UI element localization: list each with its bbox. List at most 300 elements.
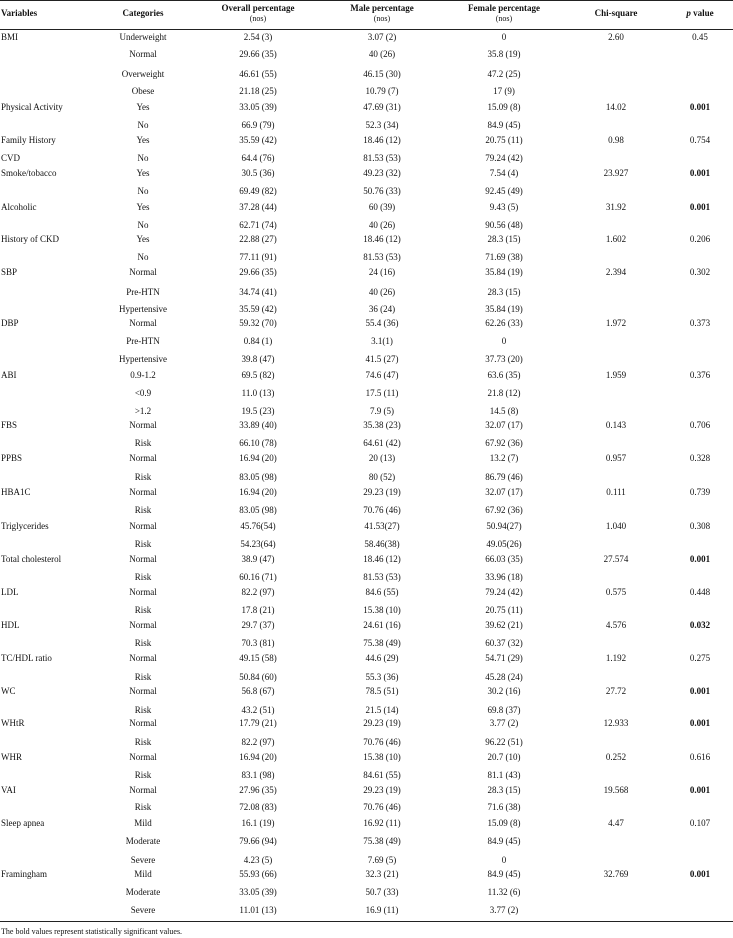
overall-cell: 21.18 (25) bbox=[239, 86, 277, 96]
overall-cell: 70.3 (81) bbox=[241, 638, 275, 648]
female-cell: 21.8 (12) bbox=[487, 388, 521, 398]
overall-cell: 30.5 (36) bbox=[241, 168, 275, 178]
p-value-cell: 0.001 bbox=[689, 102, 711, 112]
category-cell: Normal bbox=[129, 487, 157, 497]
overall-cell: 45.76(54) bbox=[240, 521, 276, 531]
category-cell: No bbox=[137, 186, 149, 196]
category-cell: Normal bbox=[129, 686, 157, 696]
variable-cell: BMI bbox=[1, 32, 19, 42]
chi-square-cell: 0.98 bbox=[608, 135, 624, 145]
chi-square-cell: 0.111 bbox=[606, 487, 626, 497]
female-cell: 60.37 (32) bbox=[485, 638, 523, 648]
table-row bbox=[0, 436, 733, 451]
category-cell: 0.9-1.2 bbox=[130, 370, 156, 380]
table-row bbox=[0, 265, 733, 280]
category-cell: Risk bbox=[134, 438, 152, 448]
female-cell: 9.43 (5) bbox=[489, 202, 519, 212]
p-value-cell: 0.754 bbox=[689, 135, 711, 145]
female-cell: 39.62 (21) bbox=[485, 620, 523, 630]
variable-cell: WHR bbox=[1, 752, 22, 762]
table-row bbox=[0, 503, 733, 518]
female-cell: 92.45 (49) bbox=[485, 186, 523, 196]
female-cell: 84.9 (45) bbox=[487, 836, 521, 846]
category-cell: Underweight bbox=[119, 32, 167, 42]
chi-square-cell: 19.568 bbox=[603, 785, 629, 795]
female-cell: 66.03 (35) bbox=[485, 554, 523, 564]
table-row bbox=[0, 853, 733, 868]
category-cell: Yes bbox=[136, 234, 150, 244]
table-row bbox=[0, 218, 733, 233]
male-cell: 55.4 (36) bbox=[365, 318, 399, 328]
female-cell: 84.9 (45) bbox=[487, 120, 521, 130]
overall-cell: 29.66 (35) bbox=[239, 267, 277, 277]
variable-cell: LDL bbox=[1, 587, 19, 597]
category-cell: Normal bbox=[129, 49, 157, 59]
overall-cell: 37.28 (44) bbox=[239, 202, 277, 212]
male-cell: 7.9 (5) bbox=[370, 406, 394, 416]
category-cell: Risk bbox=[134, 539, 152, 549]
table-row bbox=[0, 519, 733, 534]
header-overall bbox=[206, 3, 310, 24]
male-cell: 15.38 (10) bbox=[363, 752, 401, 762]
male-cell: 40 (26) bbox=[368, 220, 396, 230]
overall-cell: 38.9 (47) bbox=[241, 554, 275, 564]
male-cell: 81.53 (53) bbox=[363, 252, 401, 262]
male-cell: 17.5 (11) bbox=[365, 388, 399, 398]
table-row bbox=[0, 368, 733, 383]
overall-cell: 66.9 (79) bbox=[241, 120, 275, 130]
header-p-value bbox=[668, 8, 732, 18]
category-cell: Normal bbox=[129, 420, 157, 430]
female-cell: 20.7 (10) bbox=[487, 752, 521, 762]
p-value-cell: 0.328 bbox=[689, 453, 711, 463]
male-cell: 84.61 (55) bbox=[363, 770, 401, 780]
table-row bbox=[0, 670, 733, 685]
table-row bbox=[0, 100, 733, 115]
overall-cell: 79.66 (94) bbox=[239, 836, 277, 846]
male-cell: 7.69 (5) bbox=[367, 855, 397, 865]
male-cell: 36 (24) bbox=[368, 304, 396, 314]
chi-square-cell: 2.394 bbox=[605, 267, 627, 277]
overall-cell: 43.2 (51) bbox=[241, 705, 275, 715]
p-value-cell: 0.001 bbox=[689, 869, 711, 879]
female-cell: 81.1 (43) bbox=[487, 770, 521, 780]
chi-square-cell: 0.143 bbox=[605, 420, 627, 430]
female-cell: 62.26 (33) bbox=[485, 318, 523, 328]
male-cell: 16.9 (11) bbox=[365, 905, 399, 915]
female-cell: 35.8 (19) bbox=[487, 49, 521, 59]
male-cell: 41.5 (27) bbox=[365, 354, 399, 364]
overall-cell: 11.0 (13) bbox=[241, 388, 275, 398]
overall-cell: 22.88 (27) bbox=[239, 234, 277, 244]
male-cell: 41.53(27) bbox=[364, 521, 400, 531]
female-cell: 71.69 (38) bbox=[485, 252, 523, 262]
table-row bbox=[0, 232, 733, 247]
female-cell: 20.75 (11) bbox=[485, 605, 523, 615]
male-cell: 16.92 (11) bbox=[363, 818, 401, 828]
category-cell: Normal bbox=[129, 718, 157, 728]
category-cell: Pre-HTN bbox=[126, 287, 160, 297]
overall-cell: 33.05 (39) bbox=[239, 102, 277, 112]
category-cell: Hypertensive bbox=[119, 304, 167, 314]
table-row bbox=[0, 118, 733, 133]
p-value-cell: 0.107 bbox=[689, 818, 711, 828]
p-value-cell: 0.616 bbox=[689, 752, 711, 762]
category-cell: Pre-HTN bbox=[126, 336, 160, 346]
category-cell: Risk bbox=[134, 505, 152, 515]
male-cell: 70.76 (46) bbox=[363, 802, 401, 812]
overall-cell: 66.10 (78) bbox=[239, 438, 277, 448]
table-row bbox=[0, 750, 733, 765]
variable-cell: WC bbox=[1, 686, 16, 696]
category-cell: Moderate bbox=[125, 887, 161, 897]
overall-cell: 29.7 (37) bbox=[241, 620, 275, 630]
male-cell: 44.6 (29) bbox=[365, 653, 399, 663]
female-cell: 0 bbox=[501, 32, 507, 42]
overall-cell: 59.32 (70) bbox=[239, 318, 277, 328]
category-cell: Overweight bbox=[121, 69, 165, 79]
chi-square-cell: 1.972 bbox=[605, 318, 627, 328]
chi-square-cell: 14.02 bbox=[605, 102, 627, 112]
table-row bbox=[0, 636, 733, 651]
male-cell: 80 (52) bbox=[368, 472, 396, 482]
category-cell: Normal bbox=[129, 453, 157, 463]
p-value-cell: 0.275 bbox=[689, 653, 711, 663]
overall-cell: 83.1 (98) bbox=[241, 770, 275, 780]
table-row bbox=[0, 716, 733, 731]
table-row bbox=[0, 418, 733, 433]
category-cell: No bbox=[137, 252, 149, 262]
female-cell: 0 bbox=[501, 855, 507, 865]
male-cell: 52.3 (34) bbox=[365, 120, 399, 130]
female-cell: 45.28 (24) bbox=[485, 672, 523, 682]
header-female-label: Female percentage bbox=[467, 3, 541, 13]
chi-square-cell: 1.040 bbox=[605, 521, 627, 531]
female-cell: 71.6 (38) bbox=[487, 802, 521, 812]
male-cell: 81.53 (53) bbox=[363, 572, 401, 582]
category-cell: Risk bbox=[134, 638, 152, 648]
female-cell: 96.22 (51) bbox=[485, 737, 523, 747]
variable-cell: Smoke/tobacco bbox=[1, 168, 57, 178]
p-value-cell: 0.001 bbox=[689, 202, 711, 212]
overall-cell: 55.93 (66) bbox=[239, 869, 277, 879]
variable-cell: ABI bbox=[1, 370, 17, 380]
category-cell: Risk bbox=[134, 737, 152, 747]
category-cell: Hypertensive bbox=[119, 354, 167, 364]
chi-square-cell: 0.957 bbox=[605, 453, 627, 463]
table-row bbox=[0, 352, 733, 367]
male-cell: 64.61 (42) bbox=[363, 438, 401, 448]
overall-cell: 16.94 (20) bbox=[239, 487, 277, 497]
overall-cell: 54.23(64) bbox=[240, 539, 276, 549]
variable-cell: Triglycerides bbox=[1, 521, 49, 531]
male-cell: 29.23 (19) bbox=[363, 718, 401, 728]
chi-square-cell: 0.575 bbox=[605, 587, 627, 597]
overall-cell: 49.15 (58) bbox=[239, 653, 277, 663]
female-cell: 20.75 (11) bbox=[485, 135, 523, 145]
chi-square-cell: 2.60 bbox=[608, 32, 624, 42]
category-cell: Normal bbox=[129, 752, 157, 762]
female-cell: 63.6 (35) bbox=[487, 370, 521, 380]
p-value-cell: 0.706 bbox=[689, 420, 711, 430]
variable-cell: SBP bbox=[1, 267, 18, 277]
variable-cell: FBS bbox=[1, 420, 18, 430]
male-cell: 49.23 (32) bbox=[363, 168, 401, 178]
p-value-cell: 0.206 bbox=[689, 234, 711, 244]
overall-cell: 62.71 (74) bbox=[239, 220, 277, 230]
table-row bbox=[0, 133, 733, 148]
category-cell: Moderate bbox=[125, 836, 161, 846]
category-cell: Risk bbox=[134, 770, 152, 780]
male-cell: 40 (26) bbox=[368, 49, 396, 59]
variable-cell: Alcoholic bbox=[1, 202, 37, 212]
category-cell: Normal bbox=[129, 620, 157, 630]
header-overall-unit: (nos) bbox=[249, 14, 267, 23]
header-overall-label: Overall percentage bbox=[221, 3, 295, 13]
category-cell: >1.2 bbox=[134, 406, 152, 416]
table-row bbox=[0, 200, 733, 215]
male-cell: 3.07 (2) bbox=[367, 32, 397, 42]
overall-cell: 16.94 (20) bbox=[239, 752, 277, 762]
male-cell: 75.38 (49) bbox=[363, 638, 401, 648]
male-cell: 20 (13) bbox=[368, 453, 396, 463]
variable-cell: TC/HDL ratio bbox=[1, 653, 52, 663]
overall-cell: 16.1 (19) bbox=[241, 818, 275, 828]
male-cell: 24.61 (16) bbox=[363, 620, 401, 630]
female-cell: 30.2 (16) bbox=[487, 686, 521, 696]
header-male-label: Male percentage bbox=[350, 3, 414, 13]
variable-cell: History of CKD bbox=[1, 234, 59, 244]
variable-cell: CVD bbox=[1, 153, 21, 163]
male-cell: 50.76 (33) bbox=[363, 186, 401, 196]
male-cell: 75.38 (49) bbox=[363, 836, 401, 846]
top-rule bbox=[0, 0, 733, 1]
female-cell: 37.73 (20) bbox=[485, 354, 523, 364]
table-row bbox=[0, 302, 733, 317]
category-cell: Normal bbox=[129, 267, 157, 277]
female-cell: 86.79 (46) bbox=[485, 472, 523, 482]
table-row bbox=[0, 783, 733, 798]
male-cell: 46.15 (30) bbox=[363, 69, 401, 79]
table-row bbox=[0, 250, 733, 265]
female-cell: 33.96 (18) bbox=[485, 572, 523, 582]
table-row bbox=[0, 735, 733, 750]
table-row bbox=[0, 651, 733, 666]
table-row bbox=[0, 470, 733, 485]
male-cell: 18.46 (12) bbox=[363, 554, 401, 564]
overall-cell: 17.8 (21) bbox=[241, 605, 275, 615]
table-row bbox=[0, 285, 733, 300]
p-value-cell: 0.376 bbox=[689, 370, 711, 380]
variable-cell: HBA1C bbox=[1, 487, 31, 497]
table-row bbox=[0, 618, 733, 633]
overall-cell: 2.54 (3) bbox=[243, 32, 273, 42]
header-female bbox=[452, 3, 556, 24]
female-cell: 84.9 (45) bbox=[487, 869, 521, 879]
chi-square-cell: 27.574 bbox=[603, 554, 629, 564]
chi-square-cell: 0.252 bbox=[605, 752, 627, 762]
table-row bbox=[0, 800, 733, 815]
overall-cell: 83.05 (98) bbox=[239, 505, 277, 515]
p-value-cell: 0.739 bbox=[689, 487, 711, 497]
table-row bbox=[0, 768, 733, 783]
table-row bbox=[0, 316, 733, 331]
overall-cell: 82.2 (97) bbox=[241, 737, 275, 747]
category-cell: Risk bbox=[134, 802, 152, 812]
category-cell: Normal bbox=[129, 318, 157, 328]
female-cell: 17 (9) bbox=[493, 86, 515, 96]
p-value-cell: 0.302 bbox=[689, 267, 711, 277]
p-value-cell: 0.45 bbox=[692, 32, 708, 42]
female-cell: 28.3 (15) bbox=[487, 287, 521, 297]
category-cell: Normal bbox=[129, 554, 157, 564]
female-cell: 50.94(27) bbox=[486, 521, 522, 531]
overall-cell: 17.79 (21) bbox=[239, 718, 277, 728]
female-cell: 47.2 (25) bbox=[487, 69, 521, 79]
overall-cell: 60.16 (71) bbox=[239, 572, 277, 582]
category-cell: Yes bbox=[136, 135, 150, 145]
male-cell: 70.76 (46) bbox=[363, 505, 401, 515]
p-value-cell: 0.032 bbox=[689, 620, 711, 630]
category-cell: Yes bbox=[136, 102, 150, 112]
table-row bbox=[0, 47, 733, 62]
overall-cell: 19.5 (23) bbox=[241, 406, 275, 416]
variable-cell: Physical Activity bbox=[1, 102, 63, 112]
table-footnote: The bold values represent statistically significant values. bbox=[1, 927, 183, 936]
overall-cell: 82.2 (97) bbox=[241, 587, 275, 597]
overall-cell: 56.8 (67) bbox=[241, 686, 275, 696]
table-row bbox=[0, 184, 733, 199]
chi-square-cell: 1.959 bbox=[605, 370, 627, 380]
variable-cell: DBP bbox=[1, 318, 19, 328]
female-cell: 14.5 (8) bbox=[489, 406, 519, 416]
table-row bbox=[0, 537, 733, 552]
female-cell: 32.07 (17) bbox=[485, 487, 523, 497]
variable-cell: Total cholesterol bbox=[1, 554, 62, 564]
male-cell: 74.6 (47) bbox=[365, 370, 399, 380]
male-cell: 15.38 (10) bbox=[363, 605, 401, 615]
p-value-cell: 0.373 bbox=[689, 318, 711, 328]
header-male-unit: (nos) bbox=[373, 14, 391, 23]
female-cell: 0 bbox=[501, 336, 507, 346]
category-cell: Normal bbox=[129, 785, 157, 795]
female-cell: 28.3 (15) bbox=[487, 234, 521, 244]
male-cell: 18.46 (12) bbox=[363, 234, 401, 244]
category-cell: Normal bbox=[129, 587, 157, 597]
header-male bbox=[334, 3, 430, 24]
category-cell: Mild bbox=[134, 869, 152, 879]
p-value-cell: 0.001 bbox=[689, 718, 711, 728]
male-cell: 35.38 (23) bbox=[363, 420, 401, 430]
female-cell: 69.8 (37) bbox=[487, 705, 521, 715]
category-cell: Severe bbox=[130, 855, 156, 865]
male-cell: 84.6 (55) bbox=[365, 587, 399, 597]
overall-cell: 4.23 (5) bbox=[243, 855, 273, 865]
male-cell: 78.5 (51) bbox=[365, 686, 399, 696]
chi-square-cell: 31.92 bbox=[605, 202, 627, 212]
table-row bbox=[0, 903, 733, 918]
category-cell: No bbox=[137, 153, 149, 163]
bottom-rule bbox=[0, 921, 733, 922]
overall-cell: 11.01 (13) bbox=[239, 905, 277, 915]
p-value-cell: 0.001 bbox=[689, 168, 711, 178]
table-row bbox=[0, 30, 733, 45]
male-cell: 29.23 (19) bbox=[363, 487, 401, 497]
male-cell: 55.3 (36) bbox=[365, 672, 399, 682]
category-cell: Mild bbox=[134, 818, 152, 828]
category-cell: Risk bbox=[134, 672, 152, 682]
category-cell: Risk bbox=[134, 705, 152, 715]
overall-cell: 46.61 (55) bbox=[239, 69, 277, 79]
table-row bbox=[0, 552, 733, 567]
header-p-rest: value bbox=[690, 8, 714, 18]
female-cell: 15.09 (8) bbox=[487, 102, 521, 112]
chi-square-cell: 12.933 bbox=[603, 718, 629, 728]
table-row bbox=[0, 67, 733, 82]
overall-cell: 35.59 (42) bbox=[239, 135, 277, 145]
header-variables: Variables bbox=[1, 8, 38, 18]
category-cell: Risk bbox=[134, 605, 152, 615]
male-cell: 29.23 (19) bbox=[363, 785, 401, 795]
category-cell: <0.9 bbox=[134, 388, 152, 398]
variable-cell: VAI bbox=[1, 785, 16, 795]
overall-cell: 0.84 (1) bbox=[243, 336, 273, 346]
table-row bbox=[0, 451, 733, 466]
variable-cell: WHtR bbox=[1, 718, 25, 728]
overall-cell: 72.08 (83) bbox=[239, 802, 277, 812]
table-row bbox=[0, 386, 733, 401]
category-cell: Yes bbox=[136, 168, 150, 178]
header-categories: Categories bbox=[122, 8, 164, 18]
male-cell: 24 (16) bbox=[368, 267, 396, 277]
male-cell: 3.1(1) bbox=[371, 336, 393, 346]
female-cell: 67.92 (36) bbox=[485, 438, 523, 448]
chi-square-cell: 23.927 bbox=[603, 168, 629, 178]
p-value-cell: 0.448 bbox=[689, 587, 711, 597]
male-cell: 18.46 (12) bbox=[363, 135, 401, 145]
overall-cell: 39.8 (47) bbox=[241, 354, 275, 364]
category-cell: No bbox=[137, 220, 149, 230]
overall-cell: 77.11 (91) bbox=[239, 252, 277, 262]
p-value-cell: 0.001 bbox=[689, 554, 711, 564]
header-chi-square: Chi-square bbox=[594, 8, 638, 18]
male-cell: 70.76 (46) bbox=[363, 737, 401, 747]
overall-cell: 27.96 (35) bbox=[239, 785, 277, 795]
table-row bbox=[0, 404, 733, 419]
female-cell: 3.77 (2) bbox=[489, 718, 519, 728]
female-cell: 3.77 (2) bbox=[489, 905, 519, 915]
male-cell: 60 (39) bbox=[368, 202, 396, 212]
table-row bbox=[0, 816, 733, 831]
chi-square-cell: 1.192 bbox=[605, 653, 627, 663]
table-row bbox=[0, 585, 733, 600]
table-row bbox=[0, 885, 733, 900]
category-cell: Risk bbox=[134, 572, 152, 582]
male-cell: 10.79 (7) bbox=[365, 86, 399, 96]
female-cell: 7.54 (4) bbox=[489, 168, 519, 178]
chi-square-cell: 32.769 bbox=[603, 869, 629, 879]
female-cell: 35.84 (19) bbox=[485, 304, 523, 314]
female-cell: 28.3 (15) bbox=[487, 785, 521, 795]
variable-cell: PPBS bbox=[1, 453, 23, 463]
overall-cell: 64.4 (76) bbox=[241, 153, 275, 163]
header-p-italic: p bbox=[686, 8, 691, 18]
chi-square-cell: 1.602 bbox=[605, 234, 627, 244]
category-cell: Severe bbox=[130, 905, 156, 915]
table-row bbox=[0, 166, 733, 181]
overall-cell: 69.49 (82) bbox=[239, 186, 277, 196]
male-cell: 21.5 (14) bbox=[365, 705, 399, 715]
